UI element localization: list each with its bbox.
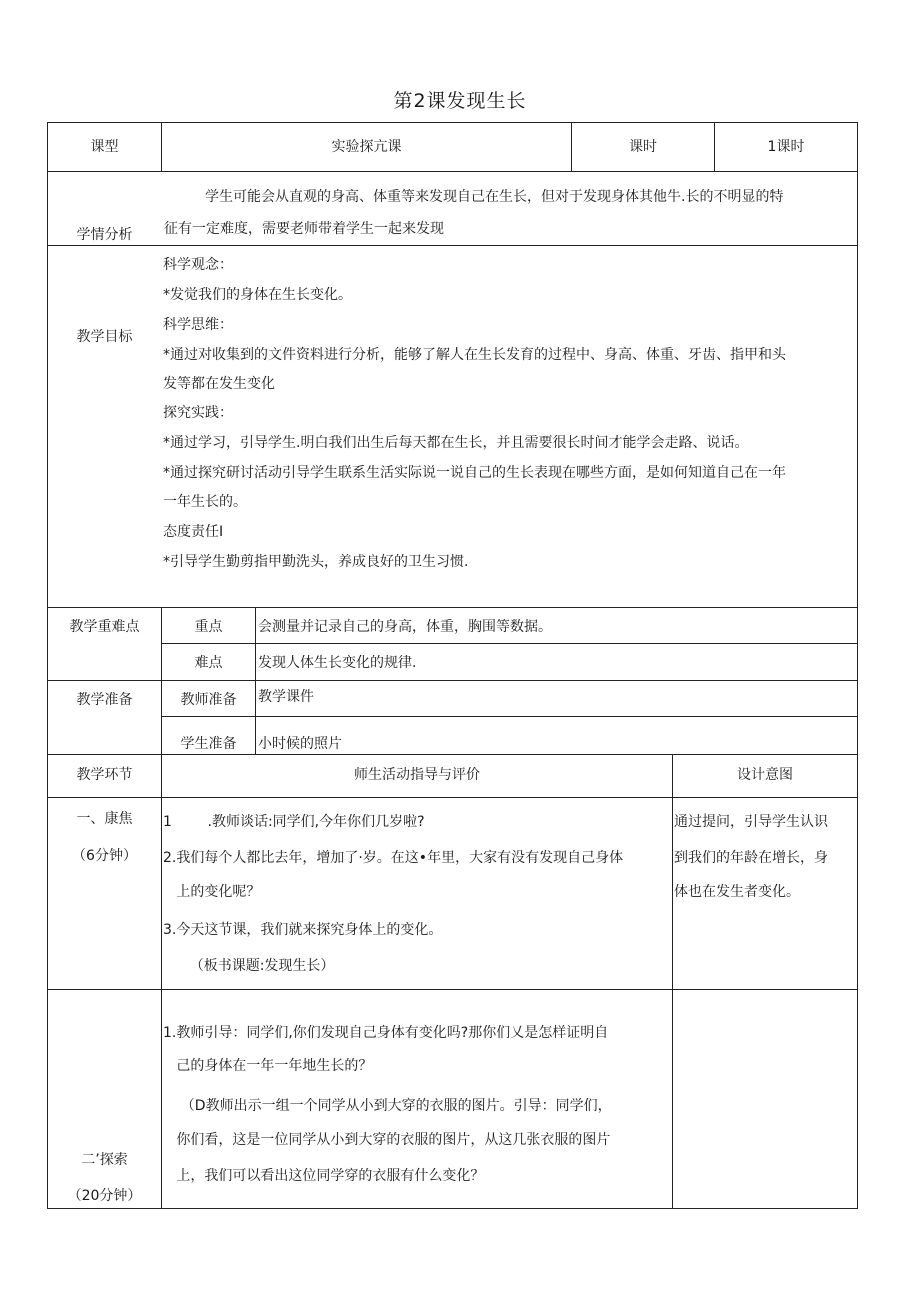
stage1-time: （6分钟） (72, 848, 137, 864)
difficulty-label: 难点 (194, 655, 223, 671)
stage1-intent-line: 通过提问，引导学生认识 (674, 814, 828, 830)
stage1-intent-line: 到我们的年龄在增长，身 (674, 850, 828, 866)
objective-line: 发等都在发生变化 (163, 376, 275, 392)
objective-line: 科学思维： (163, 317, 233, 333)
stage1-line: 上的变化呢？ (163, 884, 261, 900)
stage1-line: 3.今天这节课，我们就来探究身体上的变化。 (163, 922, 443, 938)
preparation-label: 教学准备 (76, 692, 133, 708)
objective-line: *通过对收集到的文件资料进行分析，能够了解人在生长发育的过程中、身高、体重、牙齿、指甲和头 (163, 347, 786, 363)
objective-line: *发觉我们的身体在生长变化。 (163, 287, 352, 303)
focus-label: 重点 (194, 619, 223, 635)
analysis-line-1: 学生可能会从直观的身高、体重等来发现自己在生长，但对于发现身体其他牛.长的不明显的特 (205, 189, 784, 205)
stage2-line: 上，我们可以看出这位同学穿的衣服有什么变化？ (163, 1168, 485, 1184)
objective-line: 一年生长的。 (163, 494, 247, 510)
stage2-name: 二’探索 (81, 1152, 128, 1168)
student-prep-value: 小时候的照片 (258, 736, 342, 752)
stage1-line: 1 .教师谈话:同学们,今年你们几岁啦? (163, 814, 425, 830)
stage1-intent-line: 体也在发生者变化。 (674, 884, 800, 900)
teacher-prep-label: 教师准备 (180, 692, 237, 708)
intent-header: 设计意图 (737, 767, 793, 783)
analysis-line-2: 征有一定难度，需要老师带着学生一起来发现 (164, 221, 444, 237)
objective-line: *通过学习，引导学生.明白我们出生后每天都在生长，并且需要很长时间才能学会走路、说话。 (163, 435, 749, 451)
stage1-name: 一、康焦 (76, 811, 133, 827)
objectives-label: 教学目标 (76, 329, 133, 345)
objective-line: *引导学生勤剪指甲勤洗头，养成良好的卫生习惯. (163, 554, 469, 570)
stage2-line: （D教师出示一组一个同学从小到大穿的衣服的图片。引导：同学们， (163, 1098, 612, 1114)
key-points-label: 教学重难点 (69, 619, 140, 635)
objective-line: 态度责任I (163, 524, 224, 540)
analysis-label: 学情分析 (76, 227, 133, 243)
page-title: 第2课发现生长 (393, 90, 527, 112)
stage2-line: 己的身体在一年一年地生长的？ (163, 1058, 373, 1074)
stage2-line: 你们看，这是一位同学从小到大穿的衣服的图片，从这几张衣服的图片 (163, 1132, 611, 1148)
lesson-type-label: 课型 (90, 139, 119, 155)
objective-line: 科学观念： (163, 257, 233, 273)
objective-line: 探究实践： (163, 405, 233, 421)
teacher-prep-value: 教学课件 (258, 689, 314, 705)
stage1-line: （板书课题:发现生长） (163, 958, 335, 974)
student-prep-label: 学生准备 (180, 736, 237, 752)
focus-value: 会测量并记录自己的身高，体重，胸围等数据。 (258, 619, 552, 635)
hours-value: 1课时 (767, 139, 805, 155)
stage1-line: 2.我们每个人都比去年，增加了·岁。在这•年里，大家有没有发现自己身体 (163, 850, 624, 866)
stage2-line: 1.教师引导：同学们,你们发现自己身体有变化吗?那你们乂是怎样证明自 (163, 1025, 609, 1041)
lesson-type-value: 实验探亢课 (331, 139, 402, 155)
hours-label: 课时 (629, 139, 657, 155)
stage2-time: （20分钟） (67, 1188, 142, 1204)
difficulty-value: 发现人体生长变化的规律. (258, 655, 417, 671)
objective-line: *通过探究研讨活动引导学生联系生活实际说一说自己的生长表现在哪些方面，是如何知道自己在一年 (163, 465, 786, 481)
stage-header: 教学环节 (76, 767, 133, 783)
activity-header: 师生活动指导与评价 (354, 767, 480, 783)
